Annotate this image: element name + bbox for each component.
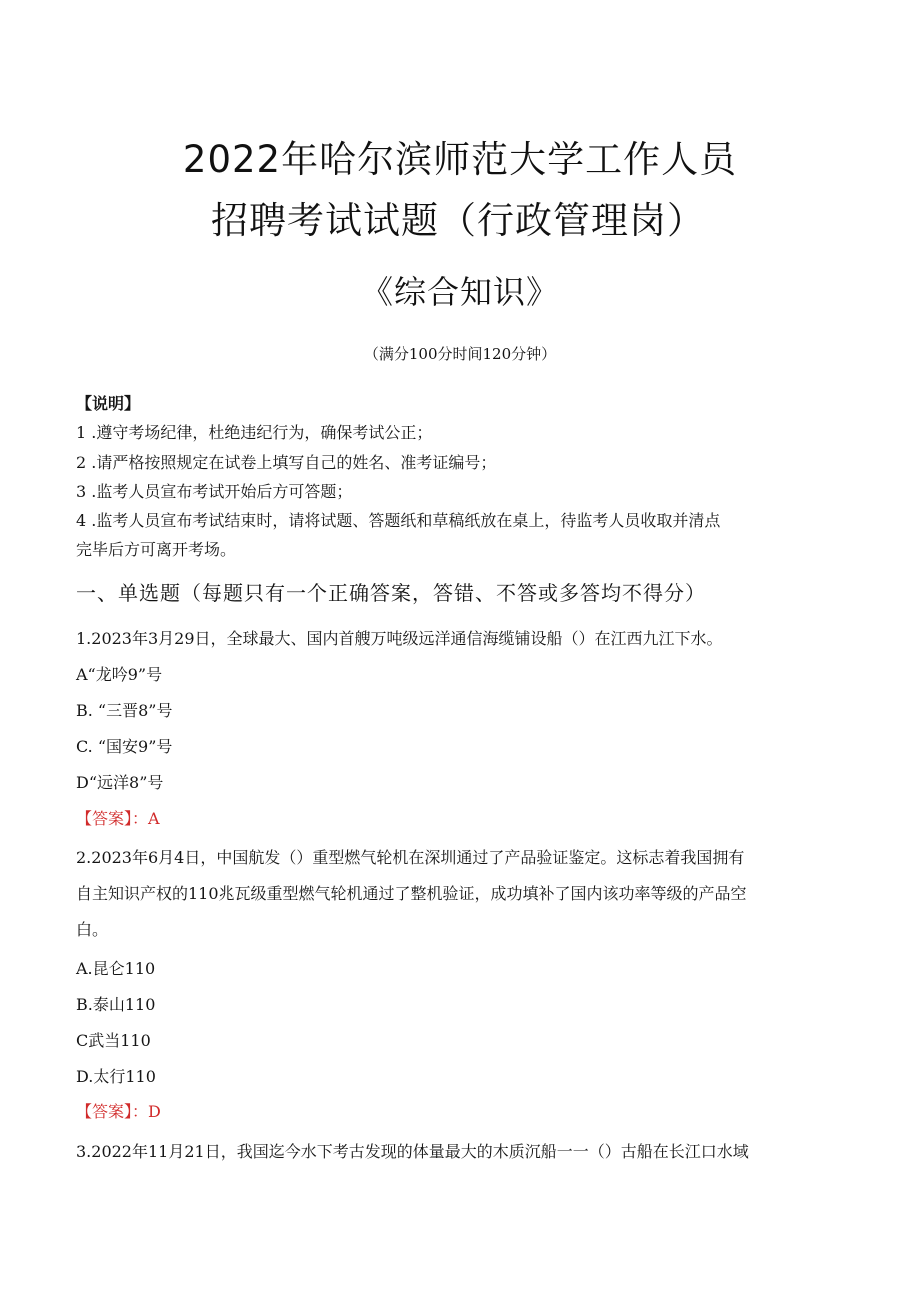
instructions-heading: 【说明】 bbox=[76, 394, 141, 413]
question-1-stem: 1.2023年3月29日，全球最大、国内首艘万吨级远洋通信海缆铺设船（）在江西九江下水。 bbox=[76, 629, 723, 648]
instruction-item-3: 3 .监考人员宣布考试开始后方可答题； bbox=[76, 482, 353, 501]
question-2-stem-line-1: 2.2023年6月4日，中国航发（）重型燃气轮机在深圳通过了产品验证鉴定。这标志着我国拥有 bbox=[76, 848, 745, 867]
exam-title-line-2: 招聘考试试题（行政管理岗） bbox=[211, 199, 705, 242]
instruction-item-4-line-2: 完毕后方可离开考场。 bbox=[76, 540, 237, 559]
instruction-item-1: 1 .遵守考场纪律，杜绝违纪行为，确保考试公正； bbox=[76, 423, 433, 442]
question-2-stem-line-2: 自主知识产权的110兆瓦级重型燃气轮机通过了整机验证，成功填补了国内该功率等级的产品空 bbox=[76, 884, 747, 903]
score-time-note: （满分100分时间120分钟） bbox=[363, 345, 557, 363]
question-1-option-b: B. “三晋8”号 bbox=[76, 701, 173, 720]
question-2-option-d: D.太行110 bbox=[76, 1067, 156, 1086]
question-1-option-a: A“龙吟9”号 bbox=[76, 665, 163, 684]
question-2-answer: 【答案】：D bbox=[76, 1102, 161, 1121]
section-title-single-choice: 一、单选题（每题只有一个正确答案，答错、不答或多答均不得分） bbox=[76, 581, 706, 605]
exam-subtitle: 《综合知识》 bbox=[360, 273, 559, 311]
question-1-option-d: D“远洋8”号 bbox=[76, 773, 164, 792]
question-2-option-a: A.昆仑110 bbox=[76, 959, 156, 978]
question-3-stem-line-1: 3.2022年11月21日，我国迄今水下考古发现的体量最大的木质沉船一一（）古船在长江口水域 bbox=[76, 1142, 749, 1161]
question-2-stem-line-3: 白。 bbox=[76, 920, 109, 939]
instruction-item-4-line-1: 4 .监考人员宣布考试结束时，请将试题、答题纸和草稿纸放在桌上，待监考人员收取并清点 bbox=[76, 511, 721, 530]
question-1-answer: 【答案】：A bbox=[76, 809, 160, 828]
instruction-item-2: 2 .请严格按照规定在试卷上填写自己的姓名、准考证编号； bbox=[76, 453, 497, 472]
exam-title-line-1: 2022年哈尔滨师范大学工作人员 bbox=[182, 138, 738, 181]
question-1-option-c: C. “国安9”号 bbox=[76, 737, 173, 756]
question-2-option-c: C武当110 bbox=[76, 1031, 151, 1050]
question-2-option-b: B.泰山110 bbox=[76, 995, 156, 1014]
